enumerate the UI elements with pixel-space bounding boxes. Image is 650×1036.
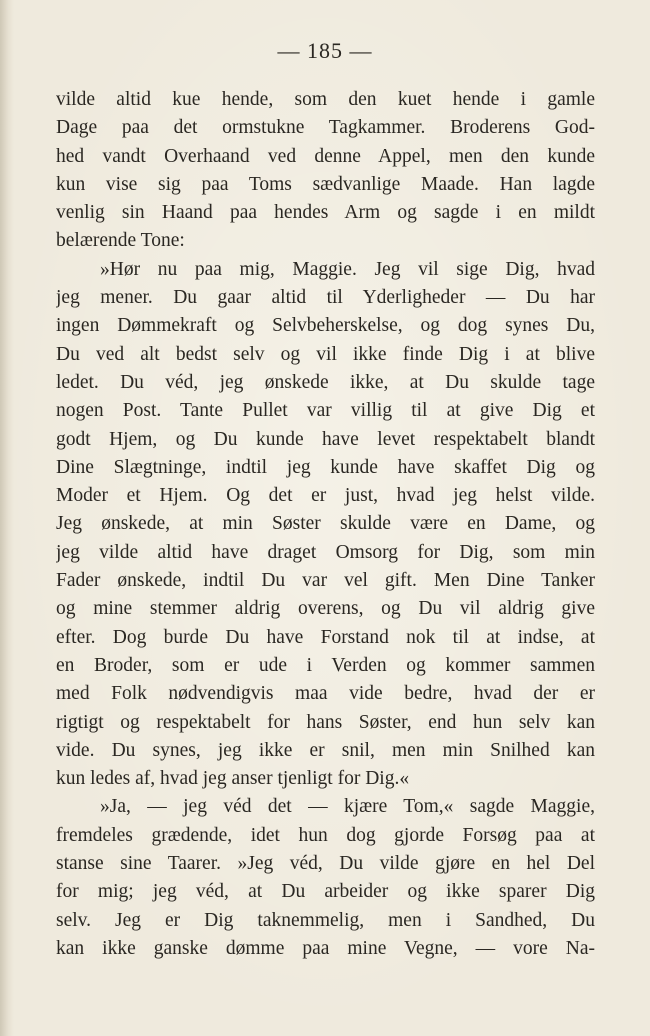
text-line: kun vise sig paa Toms sædvanlige Maade. Han lagde bbox=[56, 173, 595, 195]
text-line: efter. Dog burde Du have Forstand nok til at indse, at bbox=[56, 626, 595, 648]
text-line: kun ledes af, hvad jeg anser tjenligt for Dig.« bbox=[56, 768, 410, 790]
text-line: ingen Dømmekraft og Selvbeherskelse, og dog synes Du, bbox=[56, 315, 595, 337]
text-line: nogen Post. Tante Pullet var villig til at give Dig et bbox=[56, 400, 595, 422]
text-line: jeg vilde altid have draget Omsorg for Dig, som min bbox=[56, 541, 595, 563]
page-number: — 185 — bbox=[277, 38, 373, 63]
text-line: fremdeles grædende, idet hun dog gjorde Forsøg paa at bbox=[56, 824, 595, 846]
text-line: vilde altid kue hende, som den kuet hende i gamle bbox=[56, 89, 595, 110]
text-line: »Hør nu paa mig, Maggie. Jeg vil sige Dig, hvad bbox=[100, 258, 595, 280]
text-line: med Folk nødvendigvis maa vide bedre, hvad der er bbox=[56, 683, 595, 705]
page-spine-shadow bbox=[0, 0, 14, 1036]
text-line: kan ikke ganske dømme paa mine Vegne, — vore Na- bbox=[56, 937, 595, 959]
text-line: Fader ønskede, indtil Du var vel gift. Men Dine Tanker bbox=[56, 570, 595, 592]
text-line: Du ved alt bedst selv og vil ikke finde Dig i at blive bbox=[56, 343, 595, 365]
text-line: godt Hjem, og Du kunde have levet respektabelt blandt bbox=[56, 428, 595, 450]
body-text bbox=[56, 86, 595, 963]
text-line: vide. Du synes, jeg ikke er snil, men min Snilhed kan bbox=[56, 739, 595, 761]
text-line: for mig; jeg véd, at Du arbeider og ikke sparer Dig bbox=[56, 881, 595, 903]
text-line: og mine stemmer aldrig overens, og Du vil aldrig give bbox=[56, 598, 595, 620]
text-line: selv. Jeg er Dig taknemmelig, men i Sandhed, Du bbox=[56, 909, 595, 931]
text-line: hed vandt Overhaand ved denne Appel, men den kunde bbox=[56, 145, 595, 167]
text-line: stanse sine Taarer. »Jeg véd, Du vilde gjøre en hel Del bbox=[56, 853, 595, 875]
text-line: en Broder, som er ude i Verden og kommer sammen bbox=[56, 654, 595, 676]
text-line: rigtigt og respektabelt for hans Søster, end hun selv kan bbox=[56, 711, 595, 733]
text-line: Dage paa det ormstukne Tagkammer. Broderens God- bbox=[56, 117, 595, 139]
text-line: jeg mener. Du gaar altid til Yderligheder — Du har bbox=[56, 287, 595, 309]
text-line: Dine Slægtninge, indtil jeg kunde have skaffet Dig og bbox=[56, 456, 595, 478]
text-line: venlig sin Haand paa hendes Arm og sagde i en mildt bbox=[56, 202, 595, 224]
text-line: Jeg ønskede, at min Søster skulde være en Dame, og bbox=[56, 513, 595, 535]
text-line: ledet. Du véd, jeg ønskede ikke, at Du skulde tage bbox=[56, 371, 595, 393]
text-line: »Ja, — jeg véd det — kjære Tom,« sagde Maggie, bbox=[100, 796, 595, 818]
text-line: belærende Tone: bbox=[56, 230, 185, 252]
text-line: Moder et Hjem. Og det er just, hvad jeg helst vilde. bbox=[56, 485, 595, 507]
